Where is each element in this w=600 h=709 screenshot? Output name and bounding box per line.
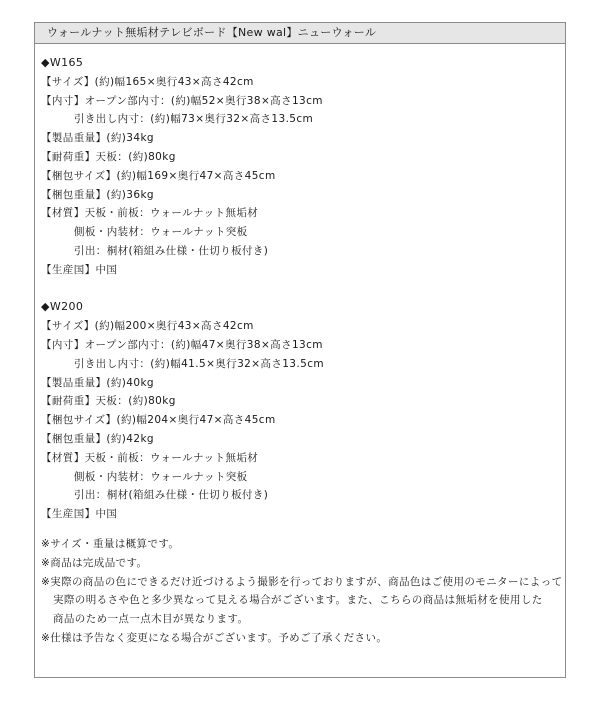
note-line: 商品のため一点一点木目が異なります。 <box>53 613 249 626</box>
spec-line: 側板・内装材：ウォールナット突板 <box>74 226 248 239</box>
notes-block <box>41 535 565 648</box>
spec-line: 引き出し内寸：(約)幅73×奥行32×高さ13.5cm <box>74 113 314 126</box>
panel-title: ウォールナット無垢材テレビボード【New wal】ニューウォール <box>35 23 565 44</box>
spec-line: 引出：桐材(箱組み仕様・仕切り板付き) <box>74 489 269 502</box>
note-line: ※仕様は予告なく変更になる場合がございます。予めご了承ください。 <box>41 631 388 644</box>
spec-line: 【生産国】中国 <box>41 508 118 521</box>
spec-line: 【製品重量】(約)40kg <box>41 376 154 389</box>
spec-line: 【生産国】中国 <box>41 263 118 276</box>
section-heading-w200: ◆W200 <box>41 300 84 314</box>
spec-line: 側板・内装材：ウォールナット突板 <box>74 470 248 483</box>
spec-line: 【サイズ】(約)幅200×奥行43×高さ42cm <box>41 320 254 333</box>
spec-line: 【梱包サイズ】(約)幅204×奥行47×高さ45cm <box>41 414 276 427</box>
spec-line: 【耐荷重】天板：(約)80kg <box>41 150 176 163</box>
note-line: ※商品は完成品です。 <box>41 556 148 569</box>
spec-line: 引出：桐材(箱組み仕様・仕切り板付き) <box>74 244 269 257</box>
spec-line: 【内寸】オープン部内寸：(約)幅47×奥行38×高さ13cm <box>41 338 323 351</box>
section-spacer <box>41 280 565 299</box>
note-line: ※実際の商品の色にできるだけ近づけるよう撮影を行っておりますが、商品色はご使用のモニターによって <box>41 575 563 588</box>
section-heading-w165: ◆W165 <box>41 56 84 69</box>
spec-line: 【内寸】オープン部内寸：(約)幅52×奥行38×高さ13cm <box>41 94 323 107</box>
spec-content <box>35 44 565 648</box>
spec-panel <box>34 22 566 678</box>
spec-line: 引き出し内寸：(約)幅41.5×奥行32×高さ13.5cm <box>74 357 325 370</box>
spec-line: 【耐荷重】天板：(約)80kg <box>41 395 176 408</box>
spec-line: 【サイズ】(約)幅165×奥行43×高さ42cm <box>41 75 254 88</box>
note-line: 実際の明るさや色と多少異なって見える場合がございます。また、こちらの商品は無垢材を使用した <box>53 594 543 607</box>
spec-line: 【梱包サイズ】(約)幅169×奥行47×高さ45cm <box>41 169 276 182</box>
spec-line: 【材質】天板・前板：ウォールナット無垢材 <box>41 207 259 220</box>
spec-line: 【梱包重量】(約)36kg <box>41 188 154 201</box>
spec-line: 【材質】天板・前板：ウォールナット無垢材 <box>41 451 259 464</box>
note-line: ※サイズ・重量は概算です。 <box>41 537 180 550</box>
spec-line: 【製品重量】(約)34kg <box>41 132 154 145</box>
spec-line: 【梱包重量】(約)42kg <box>41 432 154 445</box>
